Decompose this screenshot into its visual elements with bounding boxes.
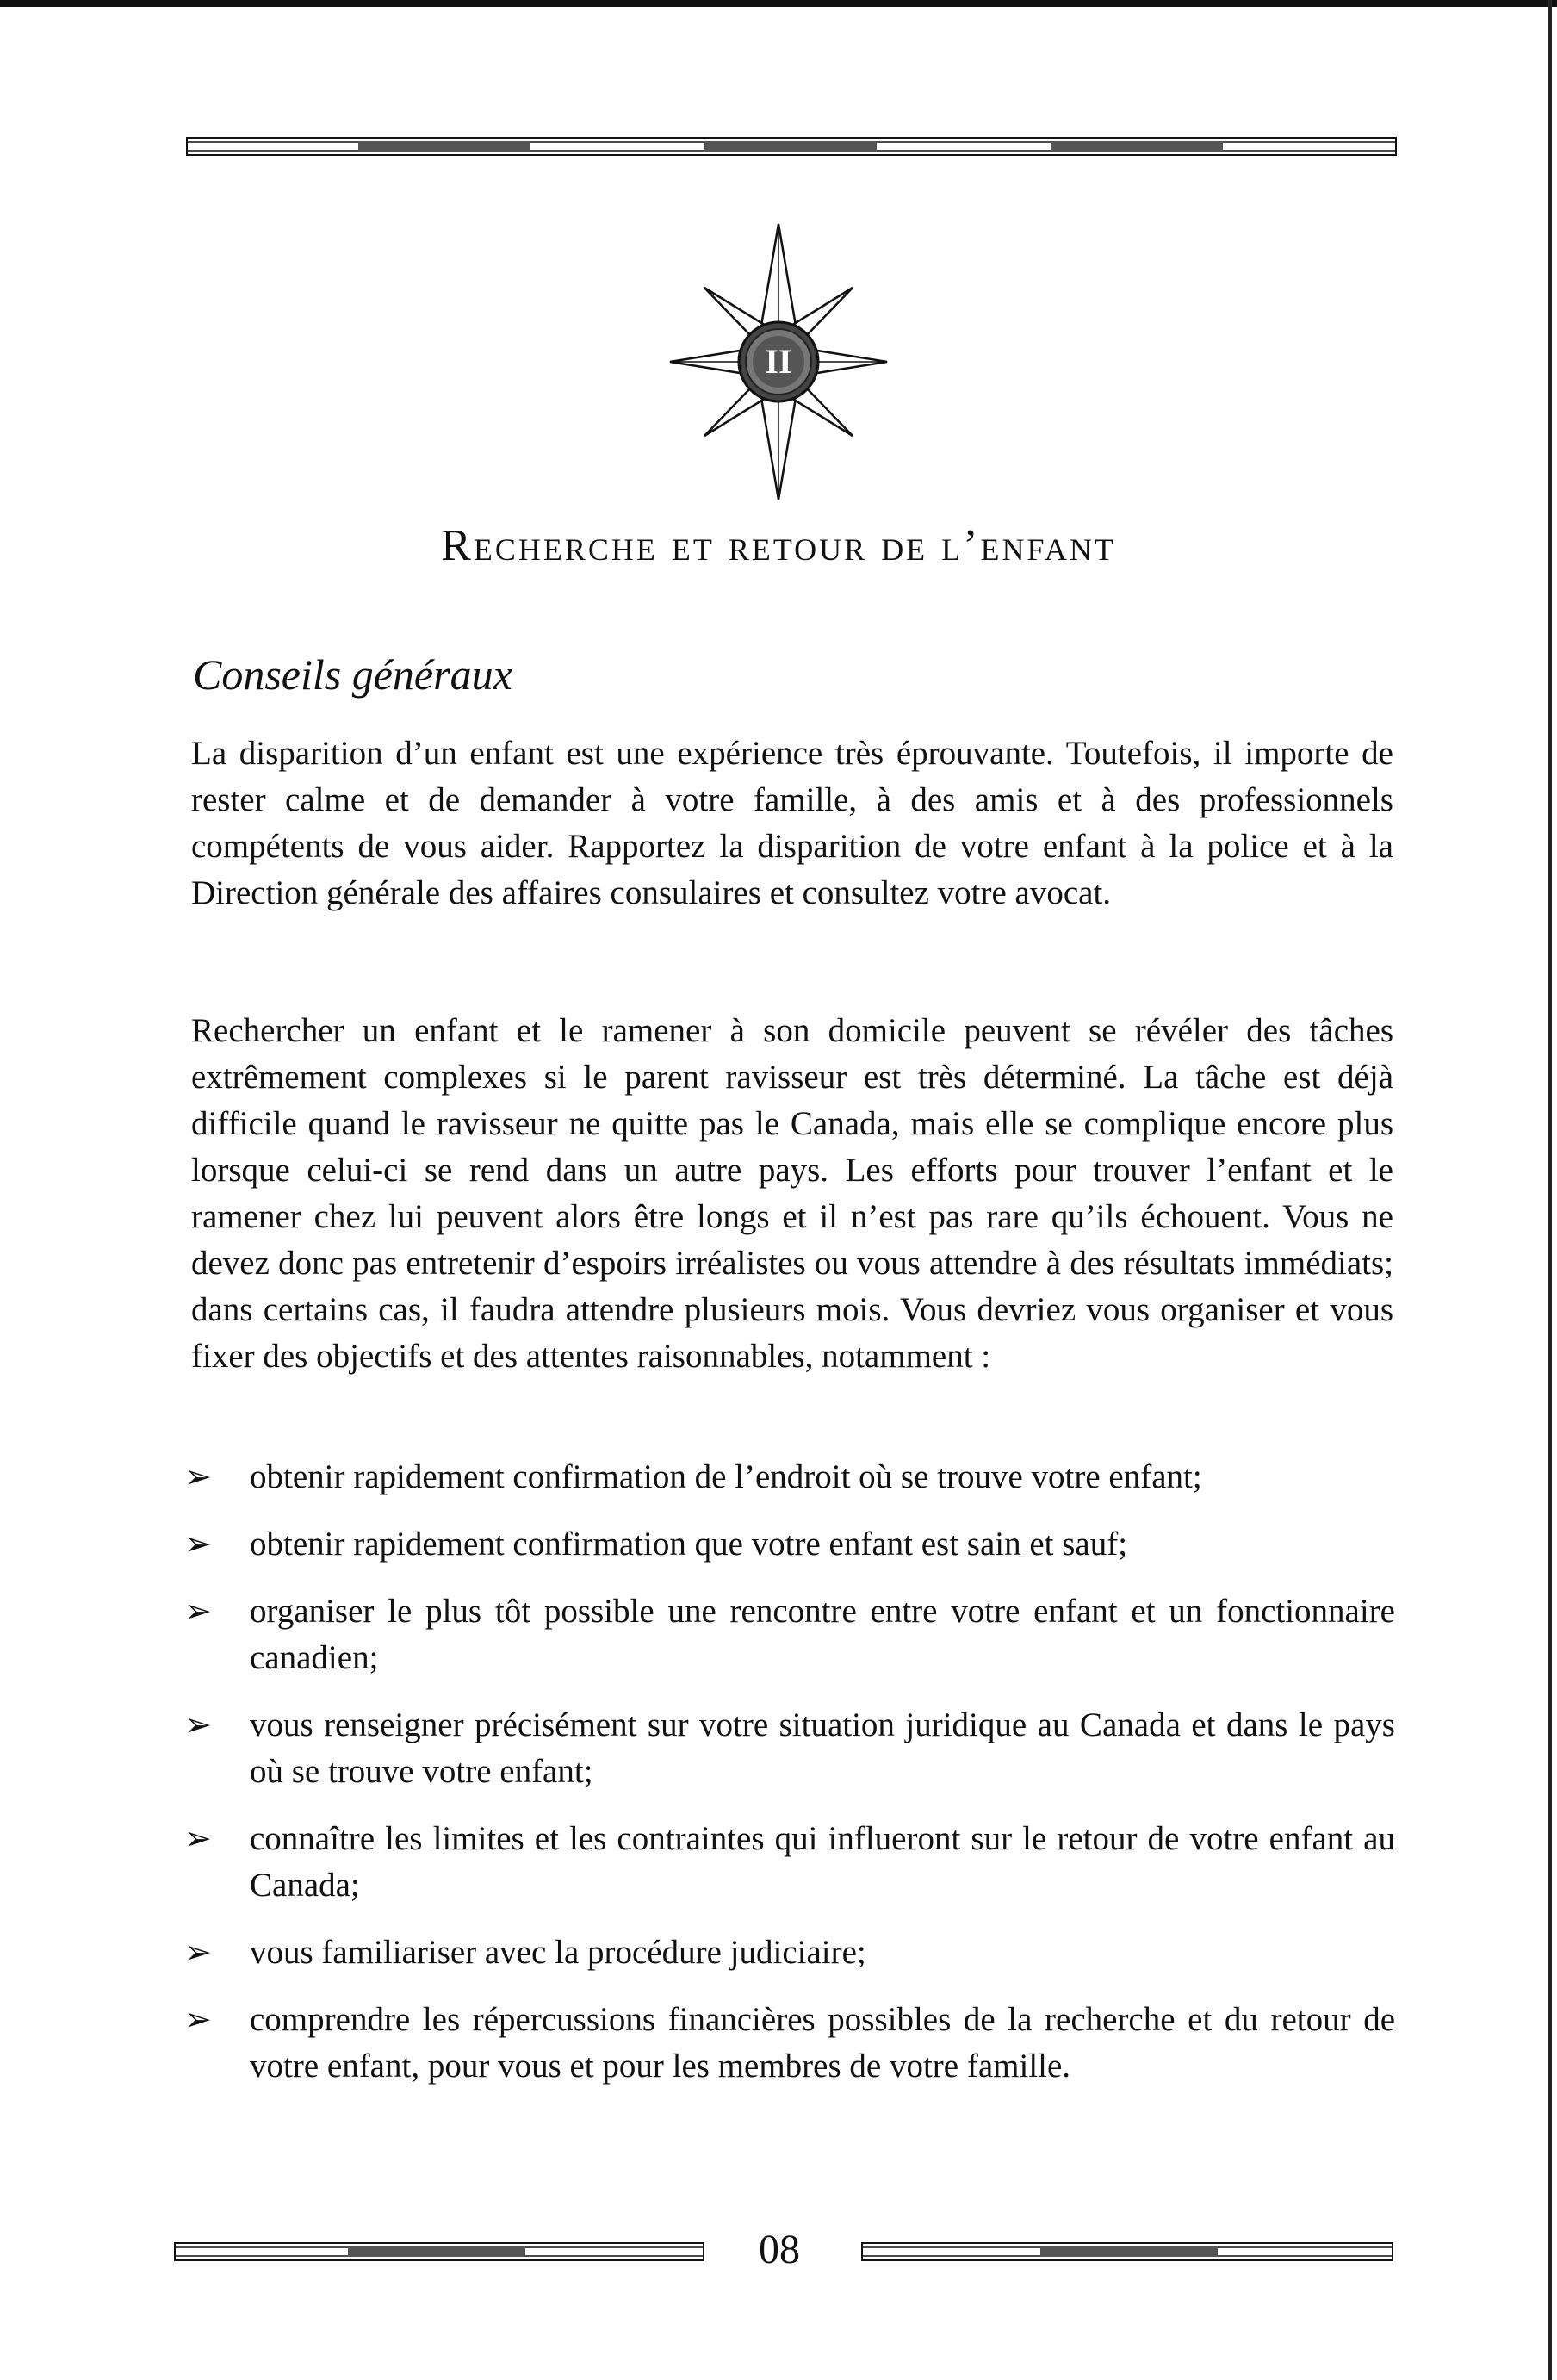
list-item-text: vous familiariser avec la procédure judiciaire; <box>250 1934 866 1971</box>
objectives-list <box>184 1454 1395 2110</box>
list-item <box>184 1929 1395 1976</box>
list-item-text: comprendre les répercussions financières possibles de la recherche et du retour de votre enfant, pour vous et pour les membres de votre famille. <box>250 2001 1395 2085</box>
arrow-bullet-icon: ➢ <box>184 1459 212 1495</box>
list-item-text: obtenir rapidement confirmation que votre enfant est sain et sauf; <box>250 1526 1128 1563</box>
arrow-bullet-icon: ➢ <box>184 1707 212 1743</box>
list-item <box>184 1816 1395 1909</box>
list-item <box>184 1454 1395 1501</box>
arrow-bullet-icon: ➢ <box>184 1935 212 1971</box>
list-item-text: connaître les limites et les contraintes qui influeront sur le retour de votre enfant au Canada; <box>250 1820 1395 1904</box>
scan-edge-right <box>1548 0 1552 2380</box>
section-heading: Conseils généraux <box>193 650 512 699</box>
page-number: 08 <box>759 2227 800 2272</box>
list-item-text: organiser le plus tôt possible une rencontre entre votre enfant et un fonctionnaire canadien; <box>250 1593 1395 1676</box>
list-item <box>184 1521 1395 1568</box>
page-title: Recherche et retour de l’enfant <box>441 521 1116 570</box>
chapter-numeral: II <box>765 342 792 381</box>
footer-rule-right <box>861 2240 1393 2264</box>
arrow-bullet-icon: ➢ <box>184 2002 212 2038</box>
top-decorative-rule <box>186 134 1397 158</box>
list-item <box>184 1997 1395 2090</box>
arrow-bullet-icon: ➢ <box>184 1526 212 1563</box>
scan-edge-top <box>0 0 1557 7</box>
paragraph-objectives: Rechercher un enfant et le ramener à son domicile peuvent se révéler des tâches extrêmement complexes si le parent ravisseur est très déterminé. La tâche est déjà difficile quand le ravisseur ne quitte pas le Canada, mais elle se complique encore plus lorsque celui-ci se rend dans un autre pays. Les efforts pour trouver l’enfant et le ramener chez lui peuvent alors être longs et il n’est pas rare qu’ils échouent. Vous ne devez donc pas entretenir d’espoirs irréalistes ou vous attendre à des résultats immédiats; dans certains cas, il faudra attendre plusieurs mois. Vous devriez vous organiser et vous fixer des objectifs et des attentes raisonnables, notamment : <box>191 1012 1393 1375</box>
footer-rule-left <box>174 2240 704 2264</box>
compass-star-emblem <box>668 222 889 506</box>
list-item <box>184 1588 1395 1681</box>
list-item <box>184 1702 1395 1795</box>
paragraph-intro: La disparition d’un enfant est une expérience très éprouvante. Toutefois, il importe de rester calme et de demander à votre famille, à des amis et à des professionnels compétents de vous aider. Rapportez la disparition de votre enfant à la police et à la Direction générale des affaires consulaires et consultez votre avocat. <box>191 735 1393 911</box>
arrow-bullet-icon: ➢ <box>184 1821 212 1857</box>
list-item-text: vous renseigner précisément sur votre situation juridique au Canada et dans le pays où se trouve votre enfant; <box>250 1706 1395 1790</box>
list-item-text: obtenir rapidement confirmation de l’endroit où se trouve votre enfant; <box>250 1458 1202 1495</box>
arrow-bullet-icon: ➢ <box>184 1594 212 1630</box>
